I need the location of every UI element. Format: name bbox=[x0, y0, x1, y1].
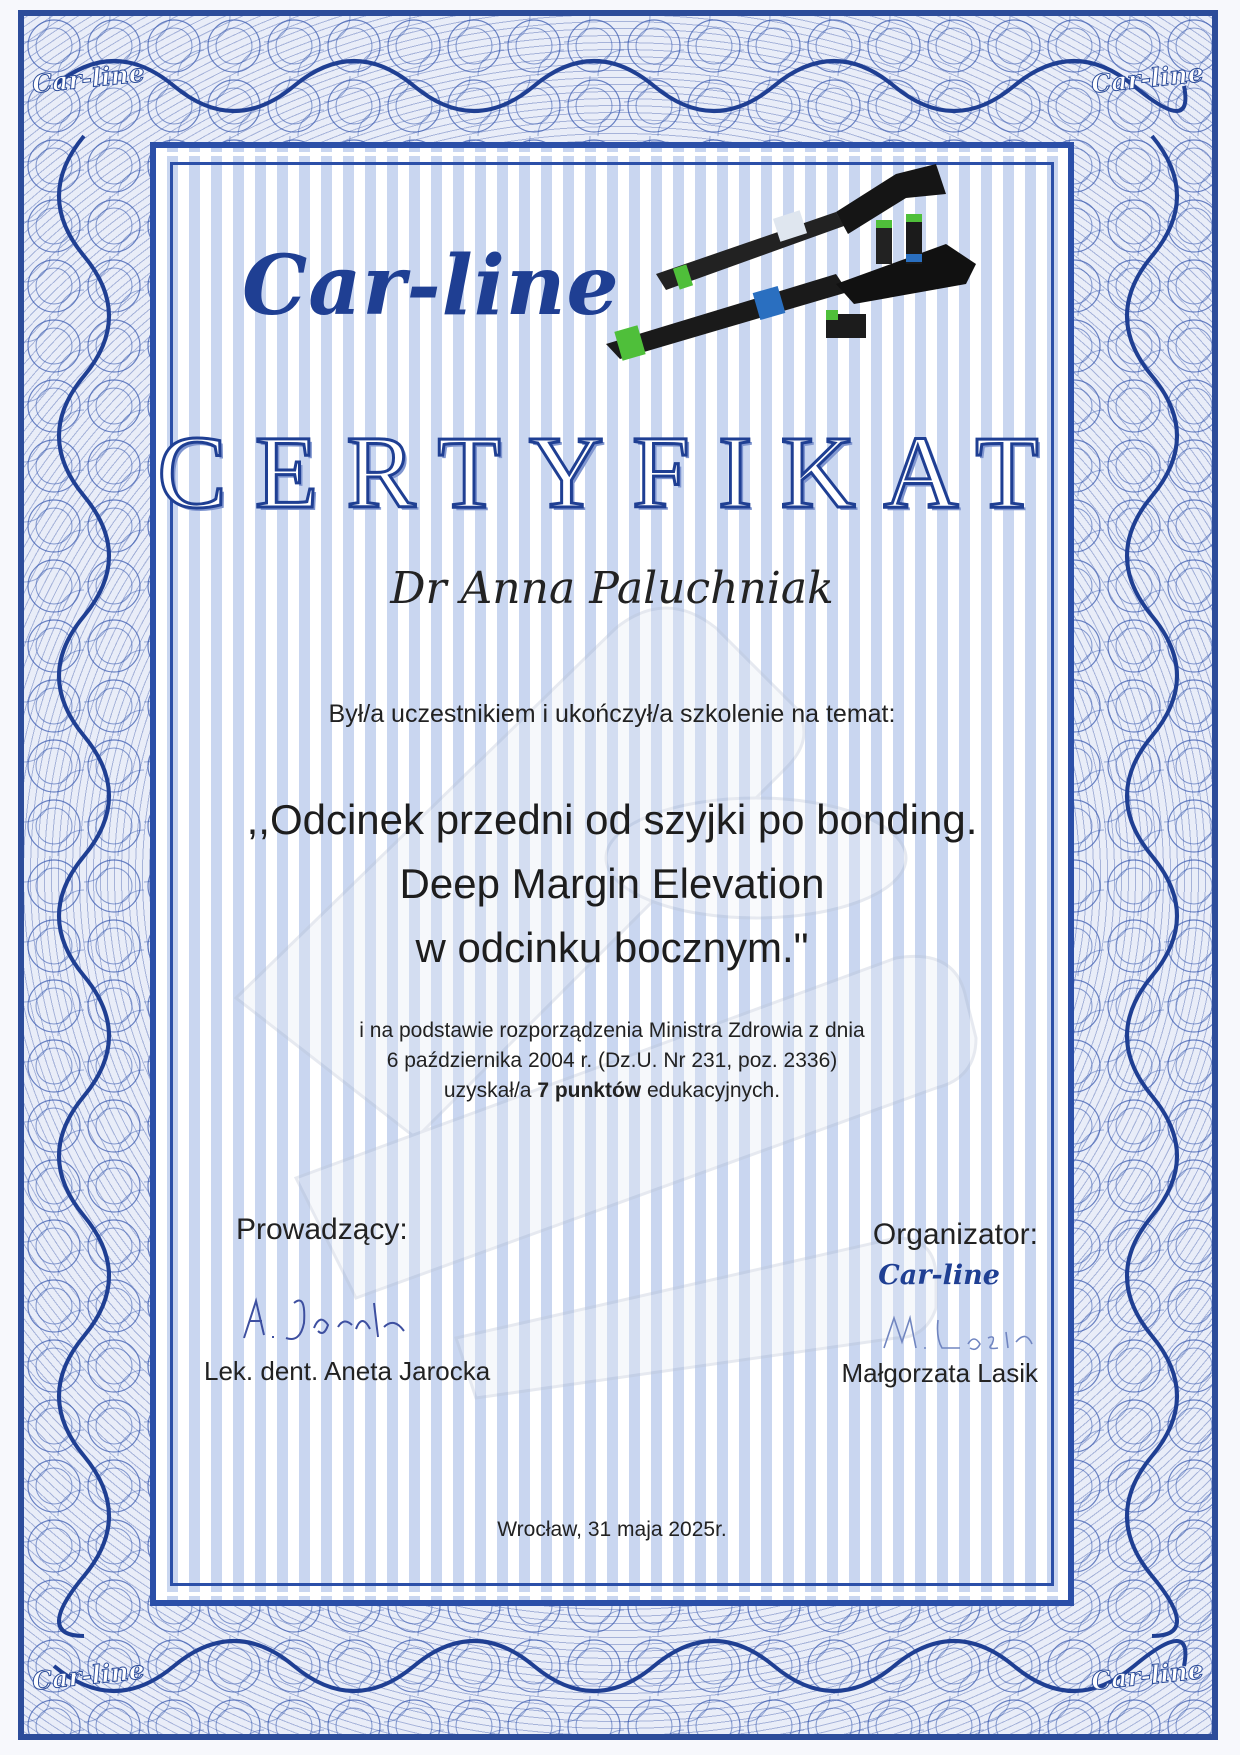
basis-line-3 bbox=[156, 1076, 1068, 1106]
lead-label: Prowadzący: bbox=[236, 1213, 408, 1246]
organizer-signature bbox=[876, 1308, 1036, 1358]
recipient-name: Dr Anna Paluchniak bbox=[390, 563, 834, 614]
intro-text: Był/a uczestnikiem i ukończył/a szkolenie na temat: bbox=[328, 700, 896, 728]
place-and-date: Wrocław, 31 maja 2025r. bbox=[497, 1518, 727, 1541]
basis-line-2: 6 października 2004 r. (Dz.U. Nr 231, poz. 2336) bbox=[386, 1049, 838, 1072]
corner-logo-text: Car-line bbox=[1090, 1655, 1206, 1696]
course-line: Deep Margin Elevation bbox=[399, 860, 825, 907]
basis-suffix: edukacyjnych. bbox=[647, 1079, 781, 1102]
legal-basis bbox=[156, 1016, 1068, 1106]
corner-logo-text: Car-line bbox=[30, 1655, 146, 1696]
composite-syringes-image bbox=[586, 154, 986, 364]
certificate-panel bbox=[150, 142, 1074, 1606]
basis-prefix: uzyskał/a bbox=[443, 1079, 532, 1102]
brand-logo: Car-line bbox=[242, 238, 620, 334]
certificate-title: CERTYFIKAT bbox=[157, 415, 1067, 530]
course-line: ,,Odcinek przedni od szyjki po bonding. bbox=[246, 796, 978, 843]
lead-name: Lek. dent. Aneta Jarocka bbox=[204, 1356, 491, 1386]
points-value: 7 punktów bbox=[537, 1079, 642, 1102]
corner-bottom-right bbox=[1072, 1594, 1212, 1734]
corner-bottom-left bbox=[24, 1594, 164, 1734]
corner-top-left bbox=[24, 16, 164, 156]
organizer-name: Małgorzata Lasik bbox=[841, 1358, 1038, 1388]
corner-logo-text: Car-line bbox=[30, 58, 146, 99]
organizer-label: Organizator: bbox=[872, 1218, 1038, 1251]
corner-logo-text: Car-line bbox=[1090, 58, 1206, 99]
course-title bbox=[156, 788, 1068, 980]
lead-signature bbox=[234, 1283, 414, 1353]
corner-top-right bbox=[1072, 16, 1212, 156]
course-line: w odcinku bocznym." bbox=[415, 924, 809, 971]
organizer-brand: Car-line bbox=[878, 1260, 1000, 1291]
basis-line-1: i na podstawie rozporządzenia Ministra Zdrowia z dnia bbox=[359, 1019, 865, 1042]
